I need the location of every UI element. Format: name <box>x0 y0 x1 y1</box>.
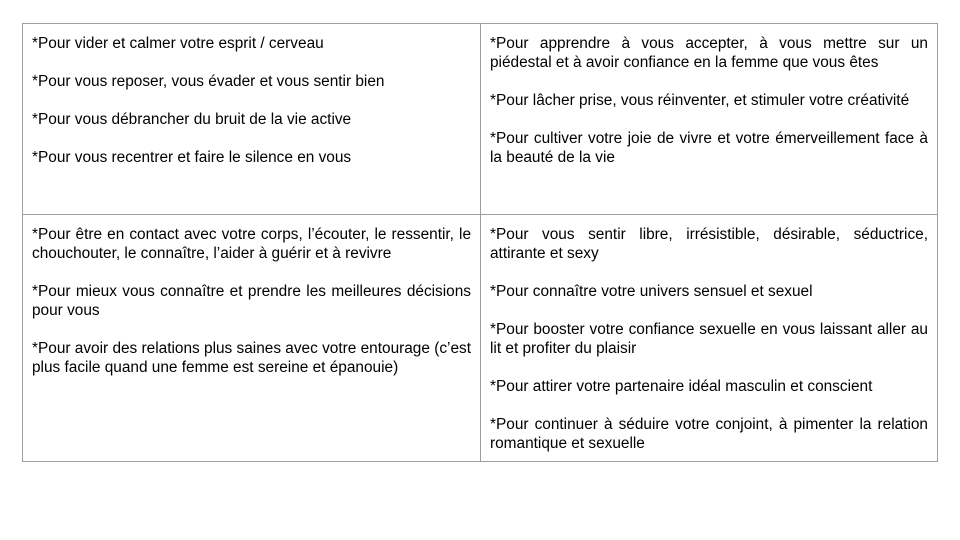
benefit-item: *Pour connaître votre univers sensuel et sexuel <box>490 283 813 300</box>
benefits-table <box>22 23 938 462</box>
benefit-item: *Pour booster votre confiance sexuelle en vous laissant aller au lit et profiter du plaisir <box>490 321 928 357</box>
benefit-item: *Pour vider et calmer votre esprit / cerveau <box>32 35 324 52</box>
benefit-item: *Pour continuer à séduire votre conjoint, à pimenter la relation romantique et sexuelle <box>490 416 928 452</box>
cell-bottom-right <box>481 215 938 462</box>
benefit-item: *Pour vous recentrer et faire le silence en vous <box>32 149 352 166</box>
benefit-item: *Pour vous reposer, vous évader et vous sentir bien <box>32 73 385 90</box>
benefit-item: *Pour apprendre à vous accepter, à vous mettre sur un piédestal et à avoir confiance en la femme que vous êtes <box>490 35 928 71</box>
cell-top-right <box>481 24 938 215</box>
benefit-item: *Pour cultiver votre joie de vivre et votre émerveillement face à la beauté de la vie <box>490 130 928 166</box>
benefit-item: *Pour vous débrancher du bruit de la vie active <box>32 111 352 128</box>
benefit-item: *Pour vous sentir libre, irrésistible, désirable, séductrice, attirante et sexy <box>490 226 928 262</box>
cell-bottom-left <box>23 215 481 462</box>
table-row <box>23 215 938 462</box>
benefit-item: *Pour attirer votre partenaire idéal masculin et conscient <box>490 378 873 395</box>
benefit-item: *Pour avoir des relations plus saines avec votre entourage (c’est plus facile quand une femme est sereine et épanouie) <box>32 340 471 376</box>
table-row <box>23 24 938 215</box>
benefit-item: *Pour être en contact avec votre corps, l’écouter, le ressentir, le chouchouter, le connaître, l’aider à guérir et à revivre <box>32 226 471 262</box>
cell-top-left <box>23 24 481 215</box>
benefit-item: *Pour mieux vous connaître et prendre les meilleures décisions pour vous <box>32 283 471 319</box>
benefit-item: *Pour lâcher prise, vous réinventer, et stimuler votre créativité <box>490 92 910 109</box>
